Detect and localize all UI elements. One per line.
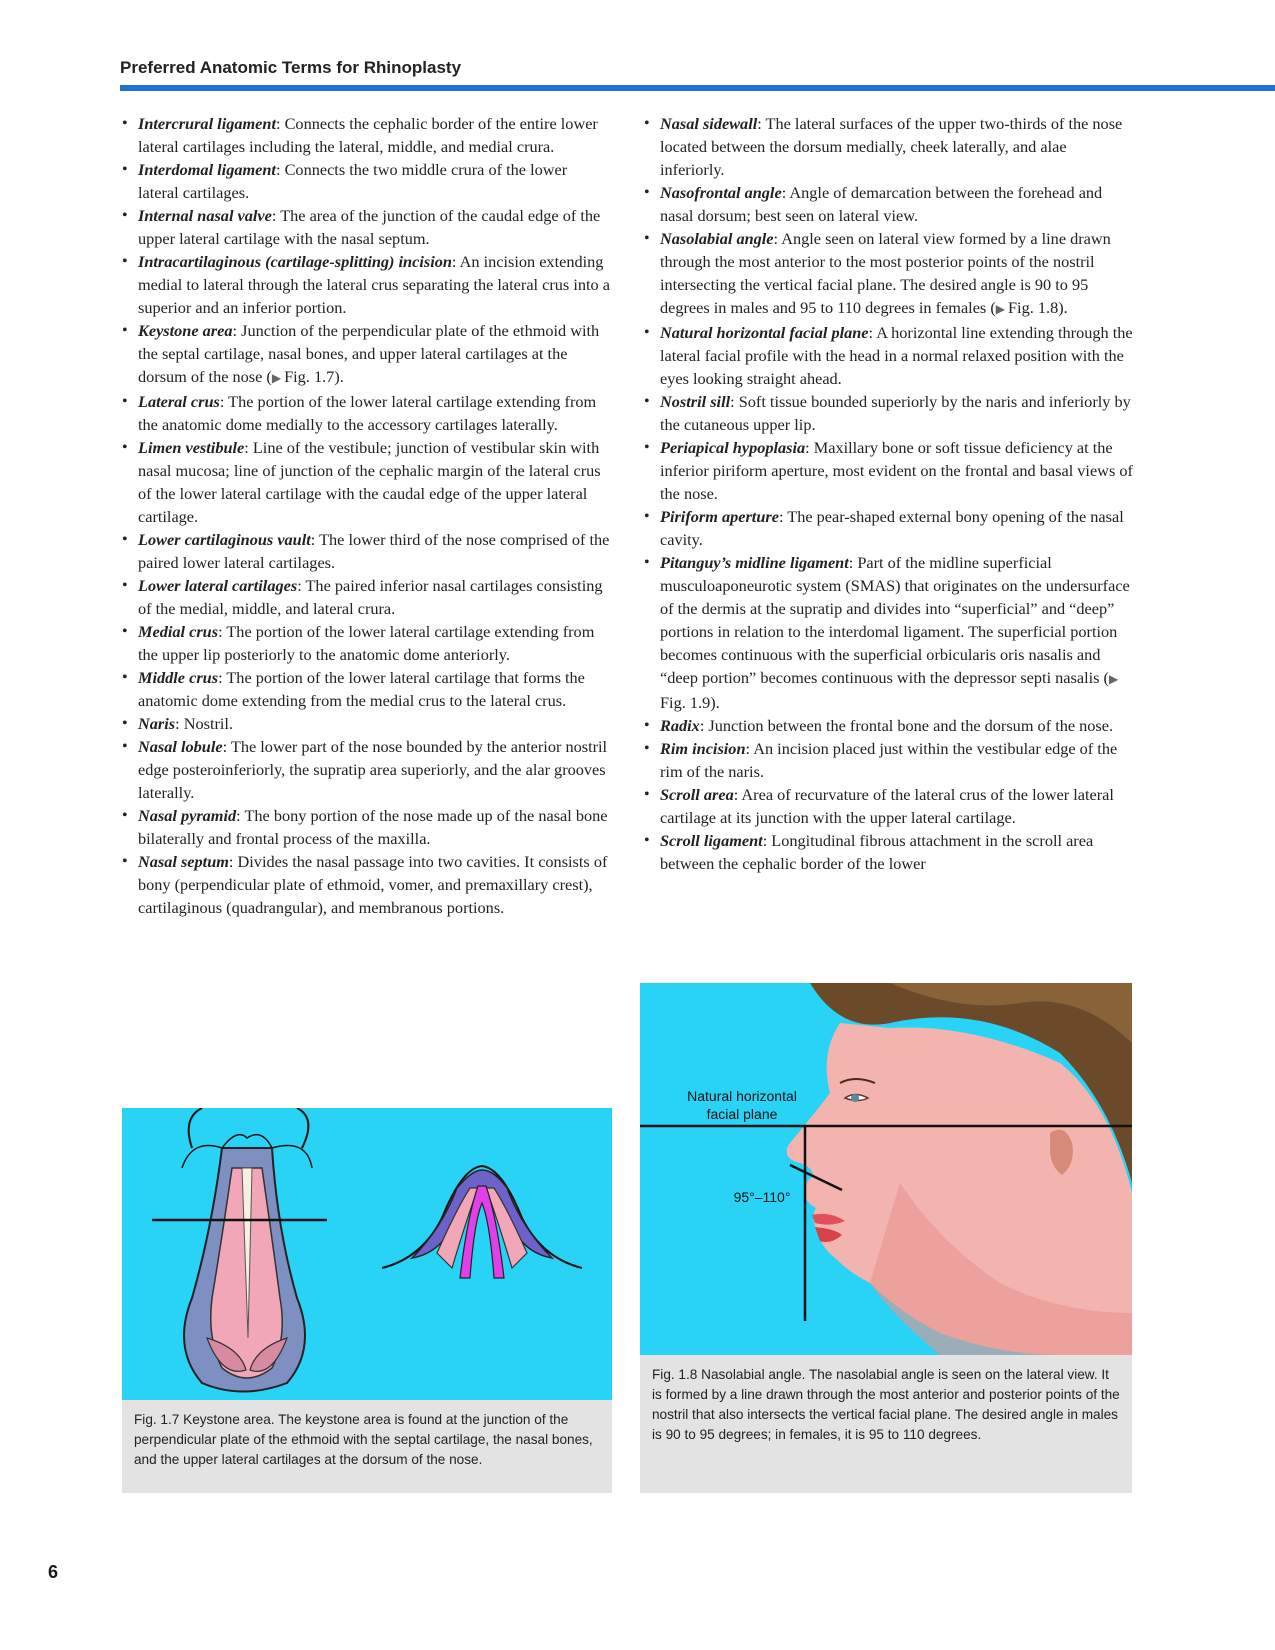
figure-1-8-caption [640,1355,1132,1445]
term-entry [642,505,1134,551]
figure-reference[interactable]: Fig. 1.8 [1008,298,1059,317]
term-definition: : The lateral surfaces of the upper two-thirds of the nose located between the dorsum medially, cheek laterally, and alae inferiorly. [660,114,1123,179]
term-entry [120,666,610,712]
term-name: Nostril sill [660,392,731,411]
figure-1-7-caption [122,1400,612,1470]
term-entry [642,181,1134,227]
term-definition: : Connects the two middle crura of the lower lateral cartilages. [138,160,568,202]
term-definition: : Maxillary bone or soft tissue deficiency at the inferior piriform aperture, most evident on the frontal and basal views of the nose. [660,438,1133,503]
term-definition: : Longitudinal fibrous attachment in the scroll area between the cephalic border of the lower [660,831,1094,873]
term-name: Limen vestibule [138,438,245,457]
left-column [120,112,610,919]
figure-1-7 [122,1108,612,1493]
term-definition: : Divides the nasal passage into two cavities. It consists of bony (perpendicular plate of ethmoid, vomer, and premaxillary crest), cartilaginous (quadrangular), and membranous portions. [138,852,608,917]
figure-1-7-label: Fig. 1.7 [134,1412,180,1427]
running-header: Preferred Anatomic Terms for Rhinoplasty [120,58,462,77]
term-definition: : Part of the midline superficial musculoaponeurotic system (SMAS) that originates on the undersurface of the dermis at the supratip and divides into “superficial” and “deep” portions in relation to the interdomal ligament. The superficial portion becomes continuous with the superficial orbicularis oris nasalis and “deep portion” becomes continuous with the depressor septi nasalis ( [660,553,1130,687]
nasolabial-angle-illustration [640,983,1132,1355]
figure-1-7-caption-text: Keystone area. The keystone area is found at the junction of the perpendicular plate of the ethmoid with the septal cartilage, the nasal bones, and the upper lateral cartilages at the dorsum of the nose. [134,1412,593,1467]
term-name: Nasal lobule [138,737,223,756]
term-definition: : The bony portion of the nose made up of the nasal bone bilaterally and frontal process of the maxilla. [138,806,608,848]
term-entry [642,714,1134,737]
term-name: Intracartilaginous (cartilage-splitting) incision [138,252,452,271]
term-definition: : Soft tissue bounded superiorly by the naris and inferiorly by the cutaneous upper lip. [660,392,1131,434]
figure-reference[interactable]: Fig. 1.9 [660,693,711,712]
keystone-area-illustration [122,1108,612,1400]
term-definition: : The pear-shaped external bony opening of the nasal cavity. [660,507,1124,549]
term-definition: : The portion of the lower lateral cartilage extending from the anatomic dome medially to the accessory cartilages laterally. [138,392,597,434]
term-definition: : Angle seen on lateral view formed by a line drawn through the most anterior to the most posterior points of the nostril intersecting the vertical facial plane. The desired angle is 90 to 95 degrees in males and 95 to 110 degrees in females ( [660,229,1111,317]
term-name: Nasal septum [138,852,229,871]
term-name: Interdomal ligament [138,160,276,179]
triangle-right-icon: ▶ [995,302,1008,316]
term-entry [120,204,610,250]
term-definition: : The portion of the lower lateral cartilage that forms the anatomic dome extending from the medial crus to the lateral crus. [138,668,585,710]
term-name: Piriform aperture [660,507,779,526]
term-name: Rim incision [660,739,746,758]
figure-1-8-caption-text: Nasolabial angle. The nasolabial angle is seen on the lateral view. It is formed by a line drawn through the most anterior and posterior points of the nostril that also intersects the vertical facial plane. The desired angle in males is 90 to 95 degrees; in females, it is 95 to 110 degrees. [652,1367,1120,1442]
term-entry [120,735,610,804]
term-entry [120,850,610,919]
term-entry [120,528,610,574]
term-name: Lower cartilaginous vault [138,530,311,549]
left-term-list [120,112,610,919]
term-definition: : A horizontal line extending through the lateral facial profile with the head in a normal relaxed position with the eyes looking straight ahead. [660,323,1133,388]
header-rule [120,85,1275,91]
term-definition: : Nostril. [175,714,234,733]
term-definition-tail: ). [710,693,720,712]
figure-1-8 [640,983,1132,1493]
term-definition: : The paired inferior nasal cartilages consisting of the medial, middle, and lateral crura. [138,576,603,618]
term-entry [642,737,1134,783]
term-name: Natural horizontal facial plane [660,323,869,342]
term-name: Scroll ligament [660,831,763,850]
term-entry [120,712,610,735]
term-name: Lateral crus [138,392,220,411]
term-name: Scroll area [660,785,734,804]
triangle-right-icon: ▶ [271,371,285,385]
term-definition: : The portion of the lower lateral cartilage extending from the upper lip posteriorly to the anatomic dome anteriorly. [138,622,595,664]
page-number: 6 [48,1562,59,1582]
term-name: Nasal pyramid [138,806,237,825]
term-definition: : Junction of the perpendicular plate of the ethmoid with the septal cartilage, nasal bones, and upper lateral cartilages at the dorsum of the nose ( [138,321,600,386]
term-definition: : Angle of demarcation between the forehead and nasal dorsum; best seen on lateral view. [660,183,1103,225]
term-entry [120,250,610,319]
right-column [642,112,1134,875]
term-name: Lower lateral cartilages [138,576,298,595]
term-entry [120,319,610,390]
label-plane-line1: Natural horizontal [687,1088,797,1104]
term-definition-tail: ). [1058,298,1068,317]
term-name: Intercrural ligament [138,114,276,133]
term-entry [642,436,1134,505]
right-term-list [642,112,1134,875]
term-name: Middle crus [138,668,219,687]
term-entry [120,158,610,204]
term-definition: : Area of recurvature of the lateral crus of the lower lateral cartilage at its junction with the upper lateral cartilage. [660,785,1114,827]
term-name: Internal nasal valve [138,206,272,225]
term-entry [120,574,610,620]
term-definition-tail: ). [334,367,344,386]
term-name: Radix [660,716,700,735]
term-name: Periapical hypoplasia [660,438,806,457]
term-name: Nasolabial angle [660,229,774,248]
term-entry [642,112,1134,181]
term-definition: : An incision placed just within the vestibular edge of the rim of the naris. [660,739,1118,781]
term-definition: : An incision extending medial to lateral through the lateral crus separating the lateral crus into a superior and an inferior portion. [138,252,610,317]
term-definition: : The area of the junction of the caudal edge of the upper lateral cartilage with the nasal septum. [138,206,601,248]
triangle-right-icon: ▶ [1108,672,1119,686]
term-definition: : Connects the cephalic border of the entire lower lateral cartilages including the lateral, middle, and medial crura. [138,114,598,156]
term-entry [120,390,610,436]
term-name: Nasal sidewall [660,114,758,133]
term-entry [120,112,610,158]
label-angle: 95°–110° [733,1189,791,1205]
term-entry [120,436,610,528]
term-definition: : The lower part of the nose bounded by the anterior nostril edge posteroinferiorly, the supratip area superiorly, and the alar grooves laterally. [138,737,608,802]
term-definition: : Junction between the frontal bone and the dorsum of the nose. [699,716,1114,735]
term-entry [120,620,610,666]
term-entry [642,783,1134,829]
term-entry [642,321,1134,390]
term-entry [642,829,1134,875]
term-entry [642,551,1134,714]
term-name: Keystone area [138,321,233,340]
term-entry [642,227,1134,321]
term-entry [642,390,1134,436]
term-entry [120,804,610,850]
term-definition: : Line of the vestibule; junction of vestibular skin with nasal mucosa; line of junction of the cephalic margin of the lateral crus of the lower lateral cartilage with the caudal edge of the upper lateral cartilage. [138,438,601,526]
term-name: Pitanguy’s midline ligament [660,553,849,572]
term-name: Medial crus [138,622,219,641]
figure-reference[interactable]: Fig. 1.7 [284,367,335,386]
term-name: Naris [138,714,176,733]
figure-1-8-label: Fig. 1.8 [652,1367,698,1382]
term-name: Nasofrontal angle [660,183,782,202]
term-definition: : The lower third of the nose comprised of the paired lower lateral cartilages. [138,530,610,572]
label-plane-line2: facial plane [706,1106,778,1122]
